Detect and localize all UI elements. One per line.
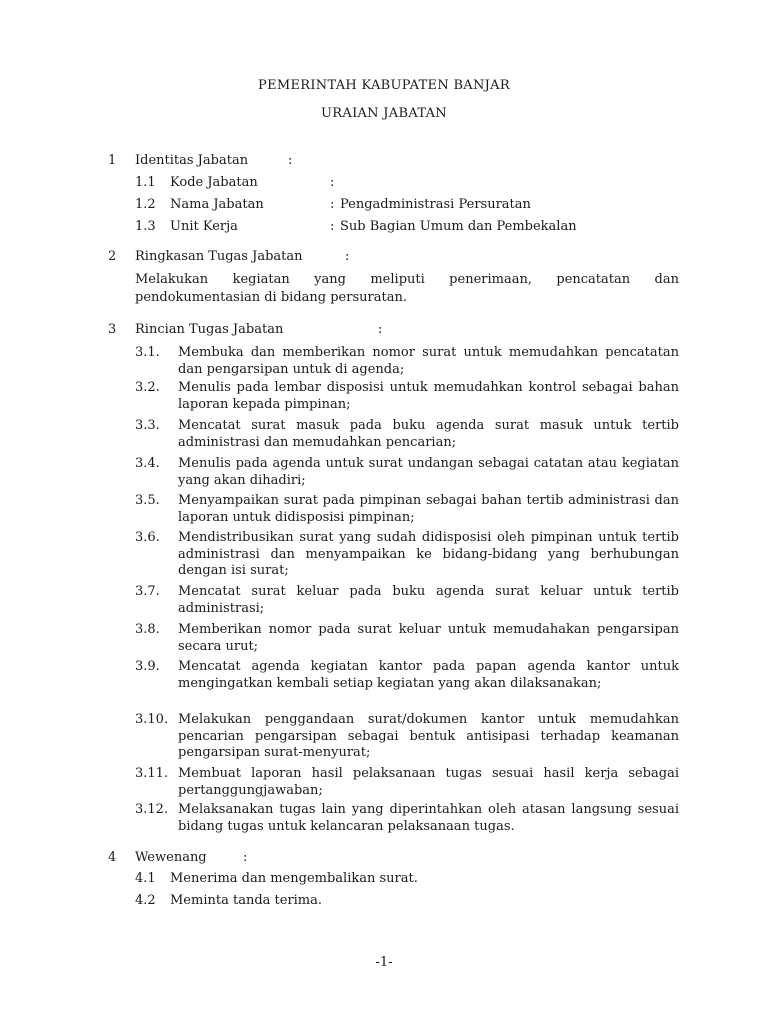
section-colon: : (378, 322, 383, 337)
authority-text: Menerima dan mengembalikan surat. (170, 871, 418, 886)
subsection-colon: : (330, 197, 335, 212)
task-number: 3.11. (135, 766, 169, 781)
subsection-colon: : (330, 175, 335, 190)
section-heading: Identitas Jabatan (135, 153, 249, 168)
task-number: 3.12. (135, 802, 169, 817)
task-number: 3.6. (135, 530, 160, 545)
task-number: 3.10. (135, 712, 169, 727)
task-number: 3.7. (135, 584, 160, 599)
task-text: Mendistribusikan surat yang sudah didisposisi oleh pimpinan untuk tertib administrasi dan menyampaikan ke bidang-bidang yang berhubungan dengan isi surat; (178, 530, 679, 578)
subsection-number: 1.1 (135, 175, 156, 190)
authority-number: 4.1 (135, 871, 156, 886)
task-text: Mencatat agenda kegiatan kantor pada papan agenda kantor untuk mengingatkan kembali setiap kegiatan yang akan dilaksanakan; (178, 659, 679, 691)
task-text: Mencatat surat masuk pada buku agenda surat masuk untuk tertib administrasi dan memudahkan pencarian; (178, 418, 679, 450)
section-colon: : (243, 850, 248, 865)
task-text: Memberikan nomor pada surat keluar untuk memudahakan pengarsipan secara urut; (178, 622, 679, 654)
summary-paragraph: Melakukan kegiatan yang meliputi penerimaan, pencatatan dan pendokumentasian di bidang persuratan. (135, 272, 679, 305)
task-number: 3.4. (135, 456, 160, 471)
subsection-value: Pengadministrasi Persuratan (340, 197, 531, 212)
subsection-label: Nama Jabatan (170, 197, 264, 212)
subsection-colon: : (330, 219, 335, 234)
subsection-label: Kode Jabatan (170, 175, 258, 190)
authority-number: 4.2 (135, 893, 156, 908)
task-text: Membuat laporan hasil pelaksanaan tugas sesuai hasil kerja sebagai pertanggungjawaban; (178, 766, 679, 798)
authority-text: Meminta tanda terima. (170, 893, 323, 908)
subsection-number: 1.3 (135, 219, 156, 234)
task-number: 3.3. (135, 418, 160, 433)
task-text: Melaksanakan tugas lain yang diperintahkan oleh atasan langsung sesuai bidang tugas untuk kelancaran pelaksanaan tugas. (178, 802, 679, 834)
section-number: 1 (108, 153, 117, 168)
task-number: 3.1. (135, 345, 160, 360)
task-text: Menulis pada agenda untuk surat undangan sebagai catatan atau kegiatan yang akan dihadiri; (178, 456, 679, 488)
section-number: 2 (108, 249, 117, 264)
subsection-number: 1.2 (135, 197, 156, 212)
task-text: Menyampaikan surat pada pimpinan sebagai bahan tertib administrasi dan laporan untuk didisposisi pimpinan; (178, 493, 679, 525)
document-subtitle: URAIAN JABATAN (321, 106, 447, 121)
task-text: Mencatat surat keluar pada buku agenda surat keluar untuk tertib administrasi; (178, 584, 679, 616)
task-number: 3.9. (135, 659, 160, 674)
task-number: 3.5. (135, 493, 160, 508)
section-heading: Ringkasan Tugas Jabatan (135, 249, 303, 264)
document-title: PEMERINTAH KABUPATEN BANJAR (258, 78, 510, 93)
section-colon: : (345, 249, 350, 264)
section-heading: Rincian Tugas Jabatan (135, 322, 284, 337)
section-number: 4 (108, 850, 117, 865)
subsection-value: Sub Bagian Umum dan Pembekalan (340, 219, 577, 234)
page-number: -1- (375, 955, 393, 970)
task-text: Melakukan penggandaan surat/dokumen kantor untuk memudahkan pencarian pengarsipan sebagai bentuk antisipasi terhadap keamanan pengarsipan surat-menyurat; (178, 712, 679, 760)
task-number: 3.2. (135, 380, 160, 395)
section-colon: : (288, 153, 293, 168)
section-heading: Wewenang (135, 850, 207, 865)
task-number: 3.8. (135, 622, 160, 637)
task-text: Membuka dan memberikan nomor surat untuk memudahkan pencatatan dan pengarsipan untuk di agenda; (178, 345, 679, 377)
task-text: Menulis pada lembar disposisi untuk memudahkan kontrol sebagai bahan laporan kepada pimpinan; (178, 380, 679, 412)
section-number: 3 (108, 322, 117, 337)
subsection-label: Unit Kerja (170, 219, 238, 234)
